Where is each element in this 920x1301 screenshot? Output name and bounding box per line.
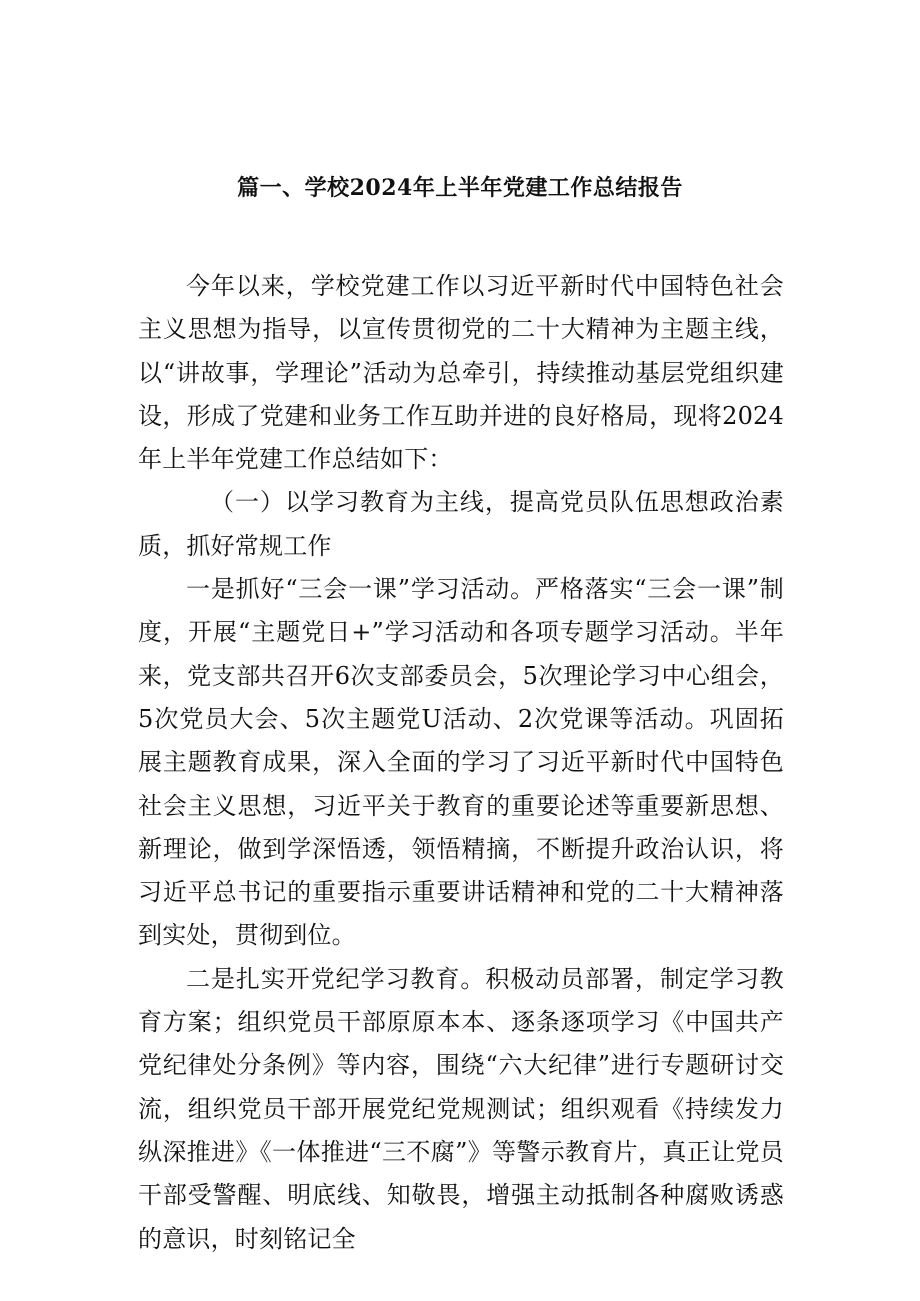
paragraph-study-activities: 一是抓好“三会一课”学习活动。严格落实“三会一课”制度，开展“主题党日+”学习活动和各项专题学习活动。半年来，党支部共召开6次支部委员会，5次理论学习中心组会，5次党员大会、5次主题党U活动、2次党课等活动。巩固拓展主题教育成果，深入全面的学习了习近平新时代中国特色社会主义思想，习近平关于教育的重要论述等重要新思想、新理论，做到学深悟透，领悟精摘，不断提升政治认识，将习近平总书记的重要指示重要讲话精神和党的二十大精神落到实处，贯彻到位。 (138, 575, 784, 950)
paragraph-discipline-education: 二是扎实开党纪学习教育。积极动员部署，制定学习教育方案；组织党员干部原原本本、逐条逐项学习《中国共产党纪律处分条例》等内容，围绕“六大纪律”进行专题研讨交流，组织党员干部开展党纪党规测试；组织观看《持续发力纵深推进》《一体推进“三不腐”》等警示教育片，真正让党员干部受警醒、明底线、知敬畏，增强主动抵制各种腐败诱惑的意识，时刻铭记全 (138, 964, 784, 1253)
intro-paragraph: 今年以来，学校党建工作以习近平新时代中国特色社会主义思想为指导，以宣传贯彻党的二十大精神为主题主线，以“讲故事，学理论”活动为总牵引，持续推动基层党组织建设，形成了党建和业务工作互助并进的良好格局，现将2024年上半年党建工作总结如下： (138, 272, 784, 474)
document-title: 篇一、学校2024年上半年党建工作总结报告 (237, 175, 683, 201)
document-body (138, 265, 784, 1261)
section-heading-1: （一）以学习教育为主线，提高党员队伍思想政治素质，抓好常规工作 (138, 488, 784, 560)
